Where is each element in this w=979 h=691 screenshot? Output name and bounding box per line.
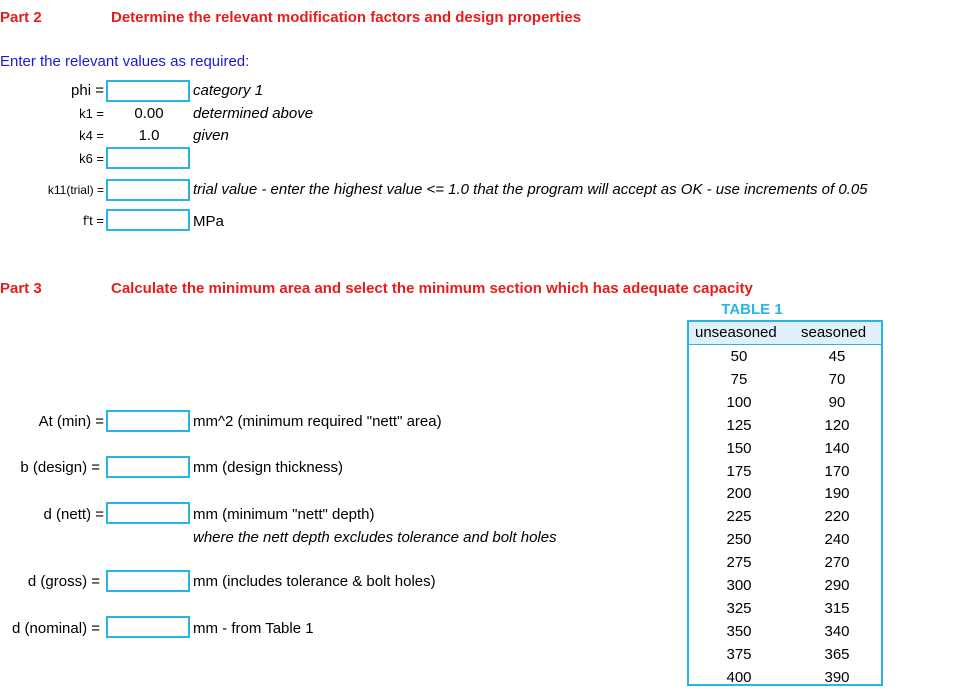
dnom-input[interactable] xyxy=(106,616,190,638)
table1-seasoned-cell: 315 xyxy=(824,599,850,617)
k1-label: k1 = xyxy=(79,106,104,121)
ft-input[interactable] xyxy=(106,209,190,231)
table1-seasoned-cell: 390 xyxy=(824,668,850,686)
ft-label: f't = xyxy=(83,213,104,228)
table1-unseasoned-cell: 250 xyxy=(726,531,752,549)
table1-unseasoned-cell: 75 xyxy=(730,370,748,388)
part2-heading: Determine the relevant modification factors and design properties xyxy=(111,9,582,26)
dnom-note: mm - from Table 1 xyxy=(193,620,314,637)
table1-col-unseasoned: unseasoned xyxy=(695,324,777,341)
dgross-note: mm (includes tolerance & bolt holes) xyxy=(193,573,436,590)
b-input[interactable] xyxy=(106,456,190,478)
table1-unseasoned-cell: 125 xyxy=(726,416,752,434)
table1-seasoned-cell: 140 xyxy=(824,439,850,457)
table1-seasoned-cell: 340 xyxy=(824,622,850,640)
at-label: At (min) = xyxy=(38,413,104,430)
phi-input[interactable] xyxy=(106,80,190,102)
k4-note: given xyxy=(193,127,229,144)
ft-unit: MPa xyxy=(193,213,224,230)
table1-seasoned-cell: 70 xyxy=(828,370,846,388)
table1-seasoned-cell: 290 xyxy=(824,577,850,594)
dnett-label: d (nett) = xyxy=(43,506,104,523)
table1-seasoned-cell: 270 xyxy=(824,554,850,572)
b-note: mm (design thickness) xyxy=(193,459,344,476)
table1-unseasoned-cell: 175 xyxy=(726,462,752,480)
at-input[interactable] xyxy=(106,410,190,432)
table1-seasoned-cell: 190 xyxy=(824,485,850,503)
k1-value: 0.00 xyxy=(134,105,164,122)
phi-label: phi = xyxy=(71,82,104,99)
table1-unseasoned-cell: 100 xyxy=(726,393,752,411)
table1-unseasoned-cell: 375 xyxy=(726,645,752,663)
dgross-input[interactable] xyxy=(106,570,190,592)
table1-col-seasoned: seasoned xyxy=(801,324,867,341)
b-label: b (design) = xyxy=(20,459,100,476)
table1-unseasoned-cell: 275 xyxy=(726,554,752,572)
part3-heading: Calculate the minimum area and select the minimum section which has adequate capacity xyxy=(111,280,753,297)
table1 xyxy=(687,320,883,686)
dnett-note: mm (minimum "nett" depth) xyxy=(193,506,375,523)
table1-seasoned-cell: 240 xyxy=(824,531,850,549)
k11-label: k11(trial) = xyxy=(47,183,104,197)
table1-seasoned-cell: 365 xyxy=(824,645,850,663)
table1-seasoned-cell: 120 xyxy=(824,416,850,434)
table1-unseasoned-cell: 225 xyxy=(726,508,752,526)
k11-input[interactable] xyxy=(106,179,190,201)
k4-label: k4 = xyxy=(79,128,104,143)
dnett-input[interactable] xyxy=(106,502,190,524)
table1-seasoned-cell: 45 xyxy=(828,348,846,365)
table1-unseasoned-cell: 400 xyxy=(726,668,752,686)
part2-instruction: Enter the relevant values as required: xyxy=(0,53,250,70)
k11-note: trial value - enter the highest value <= 1.0 that the program will accept as OK - use increments of 0.05 xyxy=(193,181,868,198)
table1-unseasoned-cell: 350 xyxy=(726,622,752,640)
k1-note: determined above xyxy=(193,105,314,122)
dgross-label: d (gross) = xyxy=(27,573,100,590)
table1-unseasoned-cell: 300 xyxy=(726,577,752,594)
k6-label: k6 = xyxy=(79,151,104,166)
table1-seasoned-cell: 170 xyxy=(824,462,850,480)
table1-unseasoned-cell: 200 xyxy=(726,485,752,503)
dnett-note2: where the nett depth excludes tolerance and bolt holes xyxy=(193,529,557,546)
table1-title: TABLE 1 xyxy=(721,301,783,318)
table1-unseasoned-cell: 325 xyxy=(726,599,752,617)
k4-value: 1.0 xyxy=(138,127,160,144)
table1-header xyxy=(689,322,881,345)
part2-label: Part 2 xyxy=(0,9,42,26)
table1-unseasoned-cell: 150 xyxy=(726,439,752,457)
dnom-label: d (nominal) = xyxy=(12,620,100,637)
at-note: mm^2 (minimum required "nett" area) xyxy=(193,413,442,430)
part3-label: Part 3 xyxy=(0,280,42,297)
k6-input[interactable] xyxy=(106,147,190,169)
table1-seasoned-cell: 90 xyxy=(828,393,846,411)
table1-unseasoned-cell: 50 xyxy=(730,348,748,365)
phi-note: category 1 xyxy=(193,82,264,99)
table1-seasoned-cell: 220 xyxy=(824,508,850,526)
